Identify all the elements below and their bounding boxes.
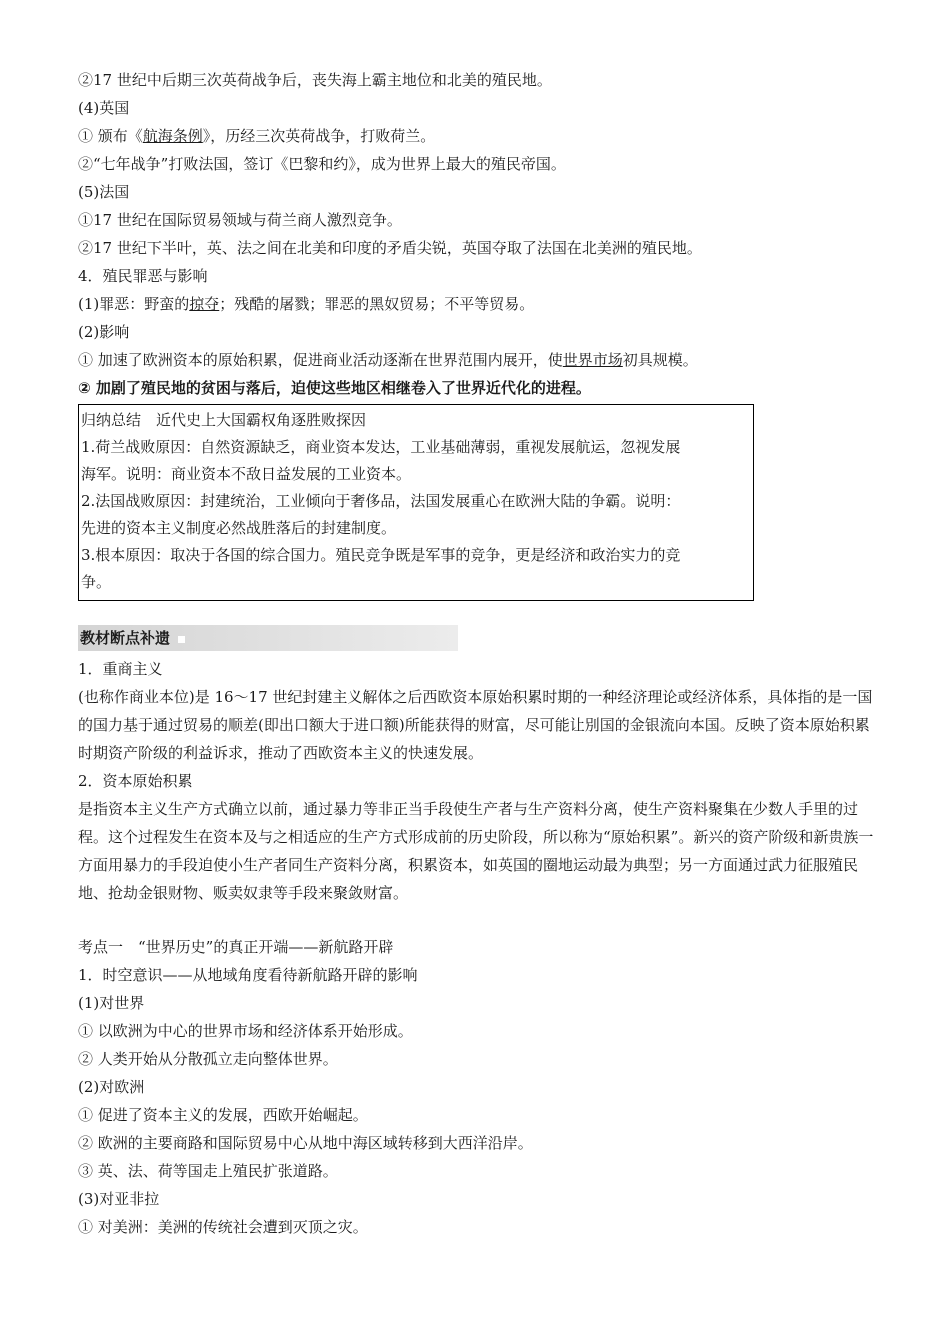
paragraph-accumulation: 是指资本主义生产方式确立以前，通过暴力等非正当手段使生产者与生产资料分离，使生产资料聚集在少数人手里的过程。这个过程发生在资本及与之相适应的生产方式形成前的历史阶段，所以称为“原始积累”。新兴的资产阶级和新贵族一方面用暴力的手段迫使小生产者同生产资料分离，积累资本，如英国的圈地运动最为典型；另一方面通过武力征服殖民地、抢劫金银财物、贩卖奴隶等手段来聚敛财富。	[78, 800, 874, 902]
text-line: ②“七年战争”打败法国，签订《巴黎和约》，成为世界上最大的殖民帝国。	[78, 155, 566, 173]
document-page	[78, 66, 878, 1241]
subheading-asia-africa-latin: (3)对亚非拉	[78, 1190, 160, 1208]
text-line: ①17 世纪在国际贸易领域与荷兰商人激烈竞争。	[78, 211, 402, 229]
topic-title: 考点一 “世界历史”的真正开端——新航路开辟	[78, 938, 394, 956]
text-line: ① 促进了资本主义的发展，西欧开始崛起。	[78, 1106, 368, 1124]
text-line: ③ 英、法、荷等国走上殖民扩张道路。	[78, 1162, 338, 1180]
summary-point: 争。	[81, 573, 112, 591]
text-line: ① 加速了欧洲资本的原始积累，促进商业活动逐渐在世界范围内展开，使世界市场初具规模。	[78, 351, 698, 369]
subheading-britain: (4)英国	[78, 99, 130, 117]
text-line: ① 对美洲：美洲的传统社会遭到灭顶之灾。	[78, 1218, 368, 1236]
summary-point: 1.荷兰战败原因：自然资源缺乏，商业资本发达，工业基础薄弱，重视发展航运，忽视发展	[81, 438, 681, 456]
text-line: ② 欧洲的主要商路和国际贸易中心从地中海区域转移到大西洋沿岸。	[78, 1134, 533, 1152]
summary-point: 3.根本原因：取决于各国的综合国力。殖民竞争既是军事的竞争，更是经济和政治实力的竞	[81, 546, 681, 564]
text-line: 1．时空意识——从地域角度看待新航路开辟的影响	[78, 966, 418, 984]
paragraph-mercantilism: (也称作商业本位)是 16～17 世纪封建主义解体之后西欧资本原始积累时期的一种经济理论或经济体系，具体指的是一国的国力基于通过贸易的顺差(即出口额大于进口额)所能获得的财富，尽可能让別国的金银流向本国。反映了资本原始积累时期资产阶级的利益诉求，推动了西欧资本主义的快速发展。	[78, 688, 873, 762]
summary-title: 归纳总结 近代史上大国霸权角逐胜败探因	[81, 411, 367, 429]
text-line: (1)罪恶：野蛮的掠夺；残酷的屠戮；罪恶的黑奴贸易；不平等贸易。	[78, 295, 535, 313]
subheading-impact: (2)影响	[78, 323, 130, 341]
summary-point: 2.法国战败原因：封建统治，工业倾向于奢侈品，法国发展重心在欧洲大陆的争霸。说明：	[81, 492, 681, 510]
section-label: 教材断点补遗	[80, 629, 171, 647]
summary-box	[78, 404, 754, 601]
text-line: ② 人类开始从分散孤立走向整体世界。	[78, 1050, 338, 1068]
subheading-france: (5)法国	[78, 183, 130, 201]
underlined-term: 世界市场	[562, 351, 623, 369]
text-line: ②17 世纪下半叶，英、法之间在北美和印度的矛盾尖锐，英国夺取了法国在北美洲的殖民地。	[78, 239, 702, 257]
section-header	[78, 625, 458, 651]
text-line: ① 颁布《航海条例》，历经三次英荷战争，打败荷兰。	[78, 127, 436, 145]
text-line: ① 以欧洲为中心的世界市场和经济体系开始形成。	[78, 1022, 413, 1040]
heading-mercantilism: 1．重商主义	[78, 660, 163, 678]
summary-point: 海军。说明：商业资本不敌日益发展的工业资本。	[81, 465, 412, 483]
square-marker-icon	[178, 636, 185, 643]
heading-accumulation: 2．资本原始积累	[78, 772, 193, 790]
underlined-term: 航海条例	[142, 127, 203, 145]
summary-point: 先进的资本主义制度必然战胜落后的封建制度。	[81, 519, 397, 537]
subheading-europe: (2)对欧洲	[78, 1078, 145, 1096]
subheading-world: (1)对世界	[78, 994, 145, 1012]
subheading-colonial: 4．殖民罪恶与影响	[78, 267, 208, 285]
underlined-term: 掠夺	[189, 295, 220, 313]
bold-text-line: ② 加剧了殖民地的贫困与落后，迫使这些地区相继卷入了世界近代化的进程。	[78, 379, 591, 397]
text-line: ②17 世纪中后期三次英荷战争后，丧失海上霸主地位和北美的殖民地。	[78, 71, 552, 89]
